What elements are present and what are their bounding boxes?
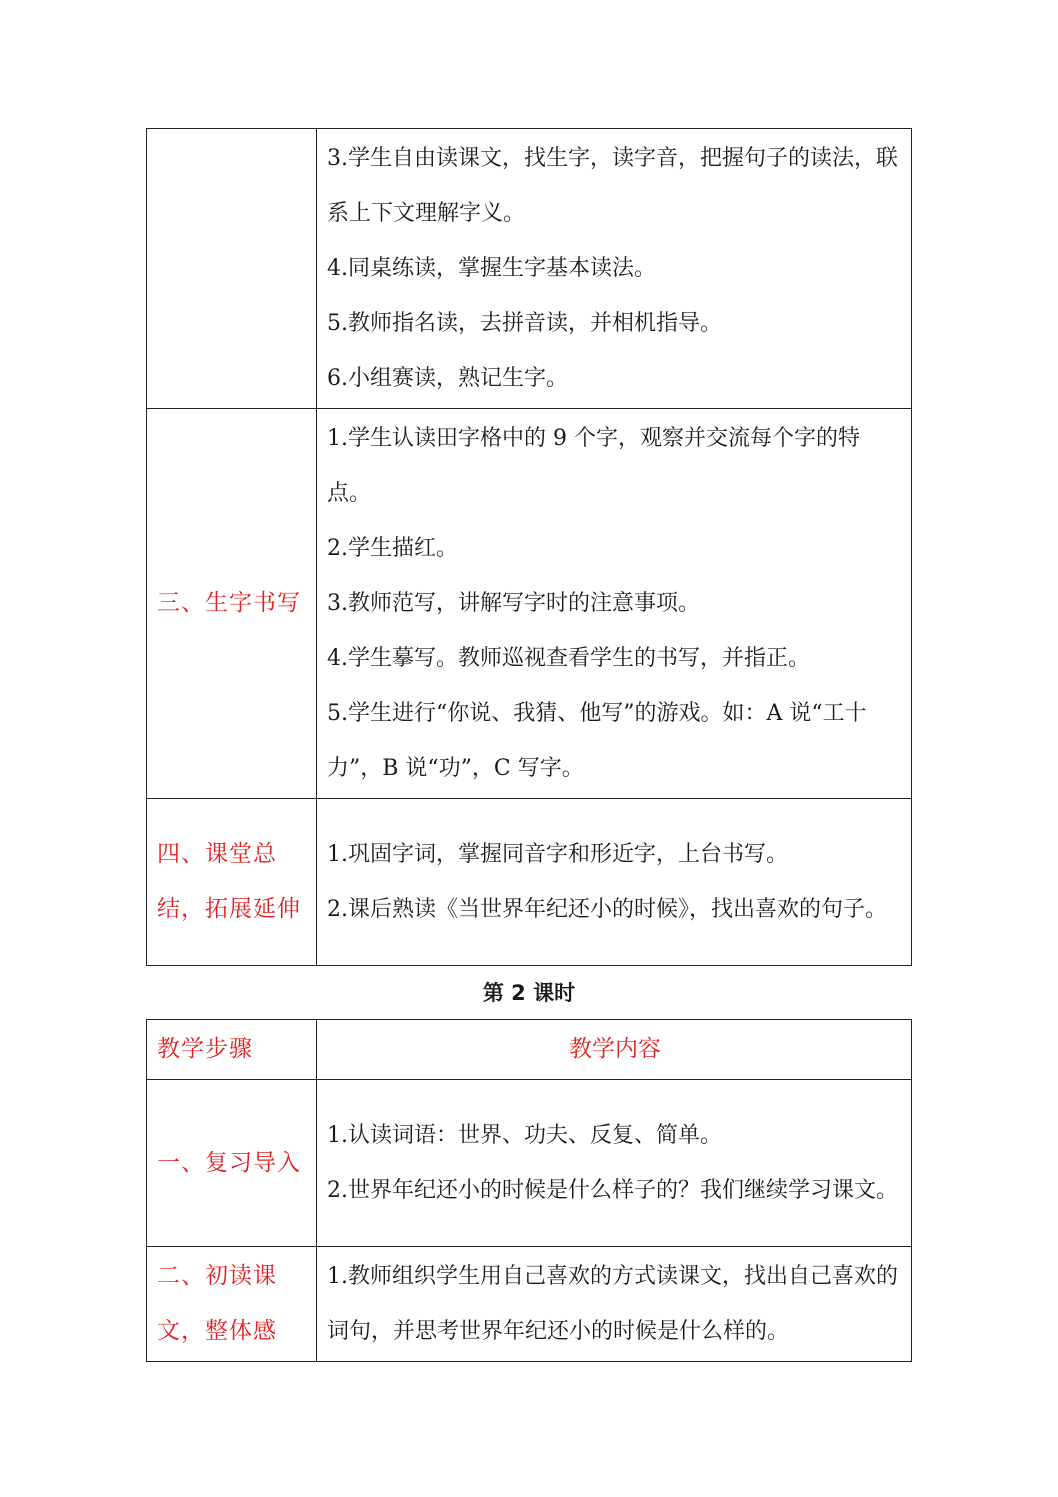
content-line: 5.教师指名读，去拼音读，并相机指导。	[327, 311, 722, 336]
header-content: 教学内容	[317, 1020, 912, 1080]
table-row	[147, 1080, 912, 1247]
content-line: 3.教师范写，讲解写字时的注意事项。	[327, 591, 700, 616]
content-cell	[317, 1080, 912, 1247]
content-line: 4.同桌练读，掌握生字基本读法。	[327, 256, 656, 281]
content-line: 2.世界年纪还小的时候是什么样子的？我们继续学习课文。	[327, 1178, 898, 1203]
lesson-table-2	[146, 1019, 912, 1362]
content-line: 3.学生自由读课文，找生字，读字音，把握句子的读法，联系上下文理解字义。	[327, 146, 898, 226]
content-line: 2.课后熟读《当世界年纪还小的时候》，找出喜欢的句子。	[327, 897, 887, 922]
content-cell	[317, 409, 912, 799]
step-cell: 二、初读课文，整体感	[147, 1247, 317, 1362]
content-line: 5.学生进行“你说、我猜、他写”的游戏。如：A 说“工十力”，B 说“功”，C 写字。	[327, 701, 867, 781]
content-cell	[317, 799, 912, 966]
table-row	[147, 799, 912, 966]
section-title: 第 2 课时	[482, 981, 576, 1005]
table-row	[147, 1247, 912, 1362]
content-cell	[317, 129, 912, 409]
content-line: 1.巩固字词，掌握同音字和形近字，上台书写。	[327, 842, 788, 867]
content-line: 1.教师组织学生用自己喜欢的方式读课文，找出自己喜欢的词句，并思考世界年纪还小的时候是什么样的。	[327, 1264, 898, 1344]
table-header-row	[147, 1020, 912, 1080]
content-cell	[317, 1247, 912, 1362]
table-row	[147, 409, 912, 799]
step-cell	[147, 129, 317, 409]
content-line: 2.学生描红。	[327, 536, 458, 561]
step-cell: 四、课堂总结，拓展延伸	[147, 799, 317, 966]
step-cell: 三、生字书写	[147, 409, 317, 799]
header-step: 教学步骤	[147, 1020, 317, 1080]
content-line: 4.学生摹写。教师巡视查看学生的书写，并指正。	[327, 646, 810, 671]
content-line: 6.小组赛读，熟记生字。	[327, 366, 568, 391]
table-row	[147, 129, 912, 409]
content-line: 1.认读词语：世界、功夫、反复、简单。	[327, 1123, 722, 1148]
content-line: 1.学生认读田字格中的 9 个字，观察并交流每个字的特点。	[327, 426, 860, 506]
step-cell: 一、复习导入	[147, 1080, 317, 1247]
lesson-table-1	[146, 128, 912, 966]
